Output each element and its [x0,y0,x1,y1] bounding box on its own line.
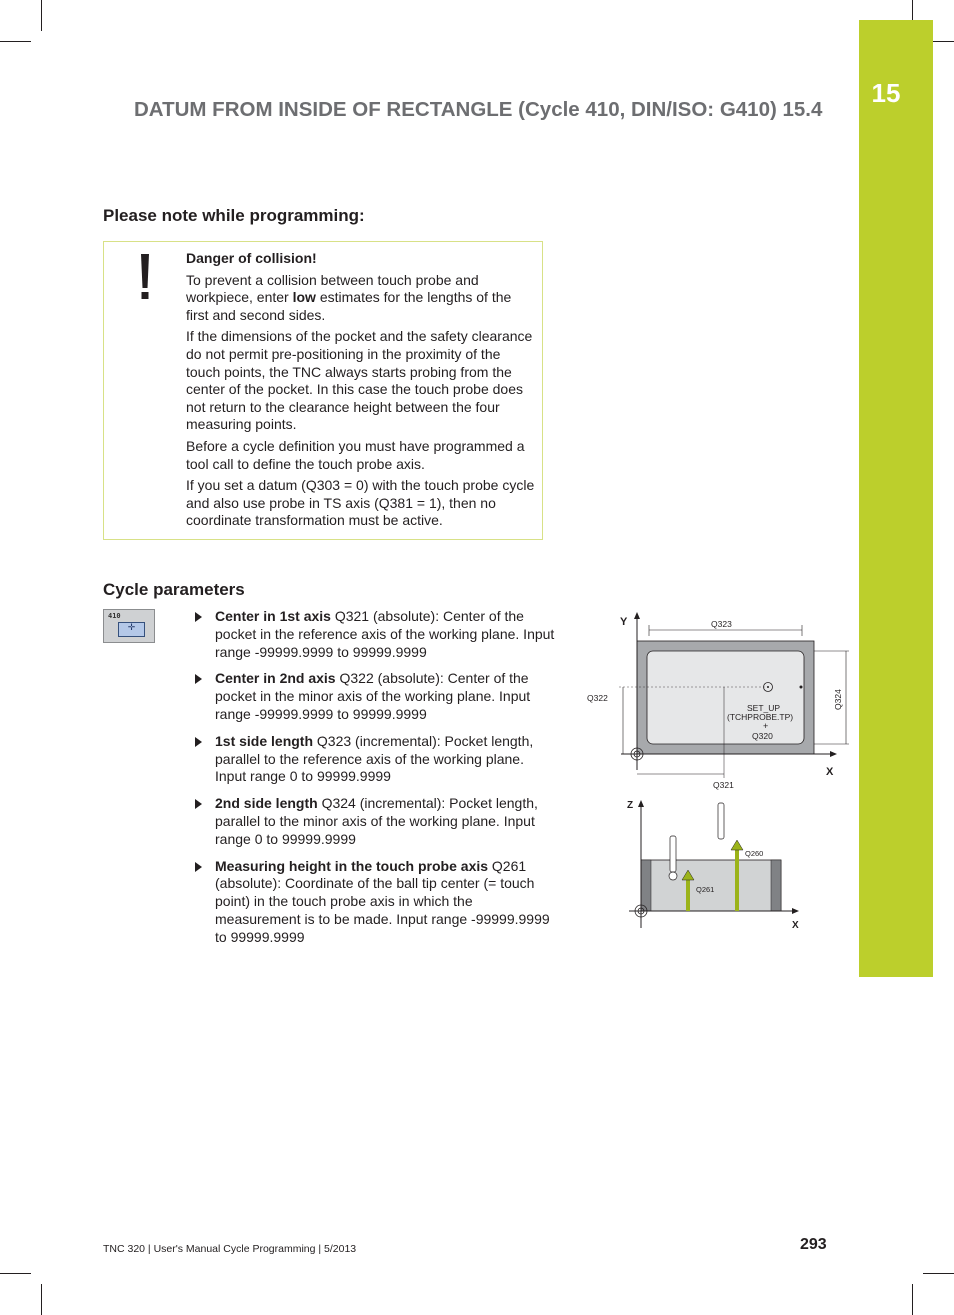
param-item [195,670,555,723]
parameter-list [195,608,555,956]
crop-mark [0,1273,31,1274]
x-axis-label-side: X [792,920,799,931]
x-arrowhead [830,751,837,757]
probe-ball [669,872,677,880]
note-heading: Please note while programming: [103,206,365,225]
q261-arrow [686,878,690,911]
caution-title: Danger of collision! [186,250,317,266]
q321-label: Q321 [713,780,734,790]
param-name: Center in 1st axis [215,608,331,624]
param-desc: Q321 (absolute): Center of the pocket in the reference axis of the working plane. Input range -99999.9999 to 99999.9999 [215,608,555,660]
q323-label: Q323 [711,619,732,629]
q324-label: Q324 [833,689,843,710]
chapter-tab [859,20,933,977]
touch-point [800,686,803,689]
bullet-triangle-icon [195,674,202,684]
touch-probe-stylus [718,803,724,839]
right-wall [771,860,781,911]
param-item [195,858,555,947]
pocket [647,651,804,744]
exclamation-icon [138,252,152,302]
side-view [627,800,799,931]
param-desc: Q261 (absolute): Coordinate of the ball tip center (= touch point) in the touch probe axis in which the measurement is to be made. Input range -99999.9999 to 99999.9999 [215,857,550,945]
crosshair-icon: ✛ [127,622,136,632]
param-desc: Q324 (incremental): Pocket length, parallel to the minor axis of the working plane. Input range 0 to 99999.9999 [215,795,538,847]
z-arrowhead [638,800,644,807]
bullet-triangle-icon [195,612,202,622]
y-axis-label: Y [620,616,628,628]
x-axis-label: X [826,766,834,778]
q320-label: Q320 [752,731,773,741]
cycle-heading: Cycle parameters [103,580,245,599]
caution-paragraph: If the dimensions of the pocket and the safety clearance do not permit pre-positioning in the proximity of the touch points, the TNC always starts probing from the center of the pocket. In this case the touch probe does not return to the clearance height between the four measuring points. [186,328,533,433]
caution-box [103,241,543,540]
text-span: estimates for the lengths of the first and second sides. [186,289,512,323]
param-desc: Q322 (absolute): Center of the pocket in the minor axis of the working plane. Input range -99999.9999 to 99999.9999 [215,670,531,722]
x-arrowhead-side [792,908,799,914]
tchprobe-label: (TCHPROBE.TP) [727,712,794,722]
crop-mark [0,41,31,42]
softkey-label: 410 [108,612,121,620]
param-name: Measuring height in the touch probe axis [215,857,489,874]
q260-arrow [735,848,739,911]
chapter-number: 15 [871,78,901,108]
emphasis: low [292,289,316,306]
param-item [195,608,555,661]
param-item [195,733,555,786]
caution-paragraph: If you set a datum (Q303 = 0) with the touch probe cycle and also use probe in TS axis (Q381 = 1), then no coordinate transformation must be active. [186,477,535,529]
cycle-figure [583,610,853,935]
caution-text [186,250,536,534]
param-desc: Q323 (incremental): Pocket length, parallel to the reference axis of the working plane. Input range 0 to 99999.9999 [215,732,534,785]
setup-label: SET_UP [747,703,781,713]
crop-mark [923,1273,954,1274]
top-view [587,612,849,790]
softkey-graphic [118,622,145,637]
caution-paragraph [186,272,536,325]
crop-mark [912,1284,913,1315]
touch-probe-stylus [670,836,676,872]
caution-paragraph: Before a cycle definition you must have programmed a tool call to define the touch probe axis. [186,437,525,472]
bullet-triangle-icon [195,737,202,747]
y-arrowhead [634,612,640,619]
crop-mark [41,1284,42,1315]
param-name: 1st side length [215,732,314,749]
param-item [195,795,555,848]
page-number: 293 [800,1236,827,1253]
q260-label: Q260 [745,849,764,858]
param-name: 2nd side length [215,795,318,812]
probe-center [767,686,769,688]
plus-marker: + [763,721,769,731]
cycle-410-softkey[interactable] [103,609,155,643]
q260-arrowhead [731,840,743,850]
bullet-triangle-icon [195,862,202,872]
z-axis-label: Z [627,800,634,811]
footer-text: TNC 320 | User's Manual Cycle Programming | 5/2013 [103,1243,357,1255]
text-span: To prevent a collision between touch probe and workpiece, enter [186,271,479,306]
q322-label: Q322 [587,693,608,703]
running-head: DATUM FROM INSIDE OF RECTANGLE (Cycle 410, DIN/ISO: G410) 15.4 [134,98,823,121]
param-name: Center in 2nd axis [215,670,336,687]
left-wall [641,860,651,911]
q261-label: Q261 [696,885,715,894]
bullet-triangle-icon [195,799,202,809]
crop-mark [41,0,42,31]
